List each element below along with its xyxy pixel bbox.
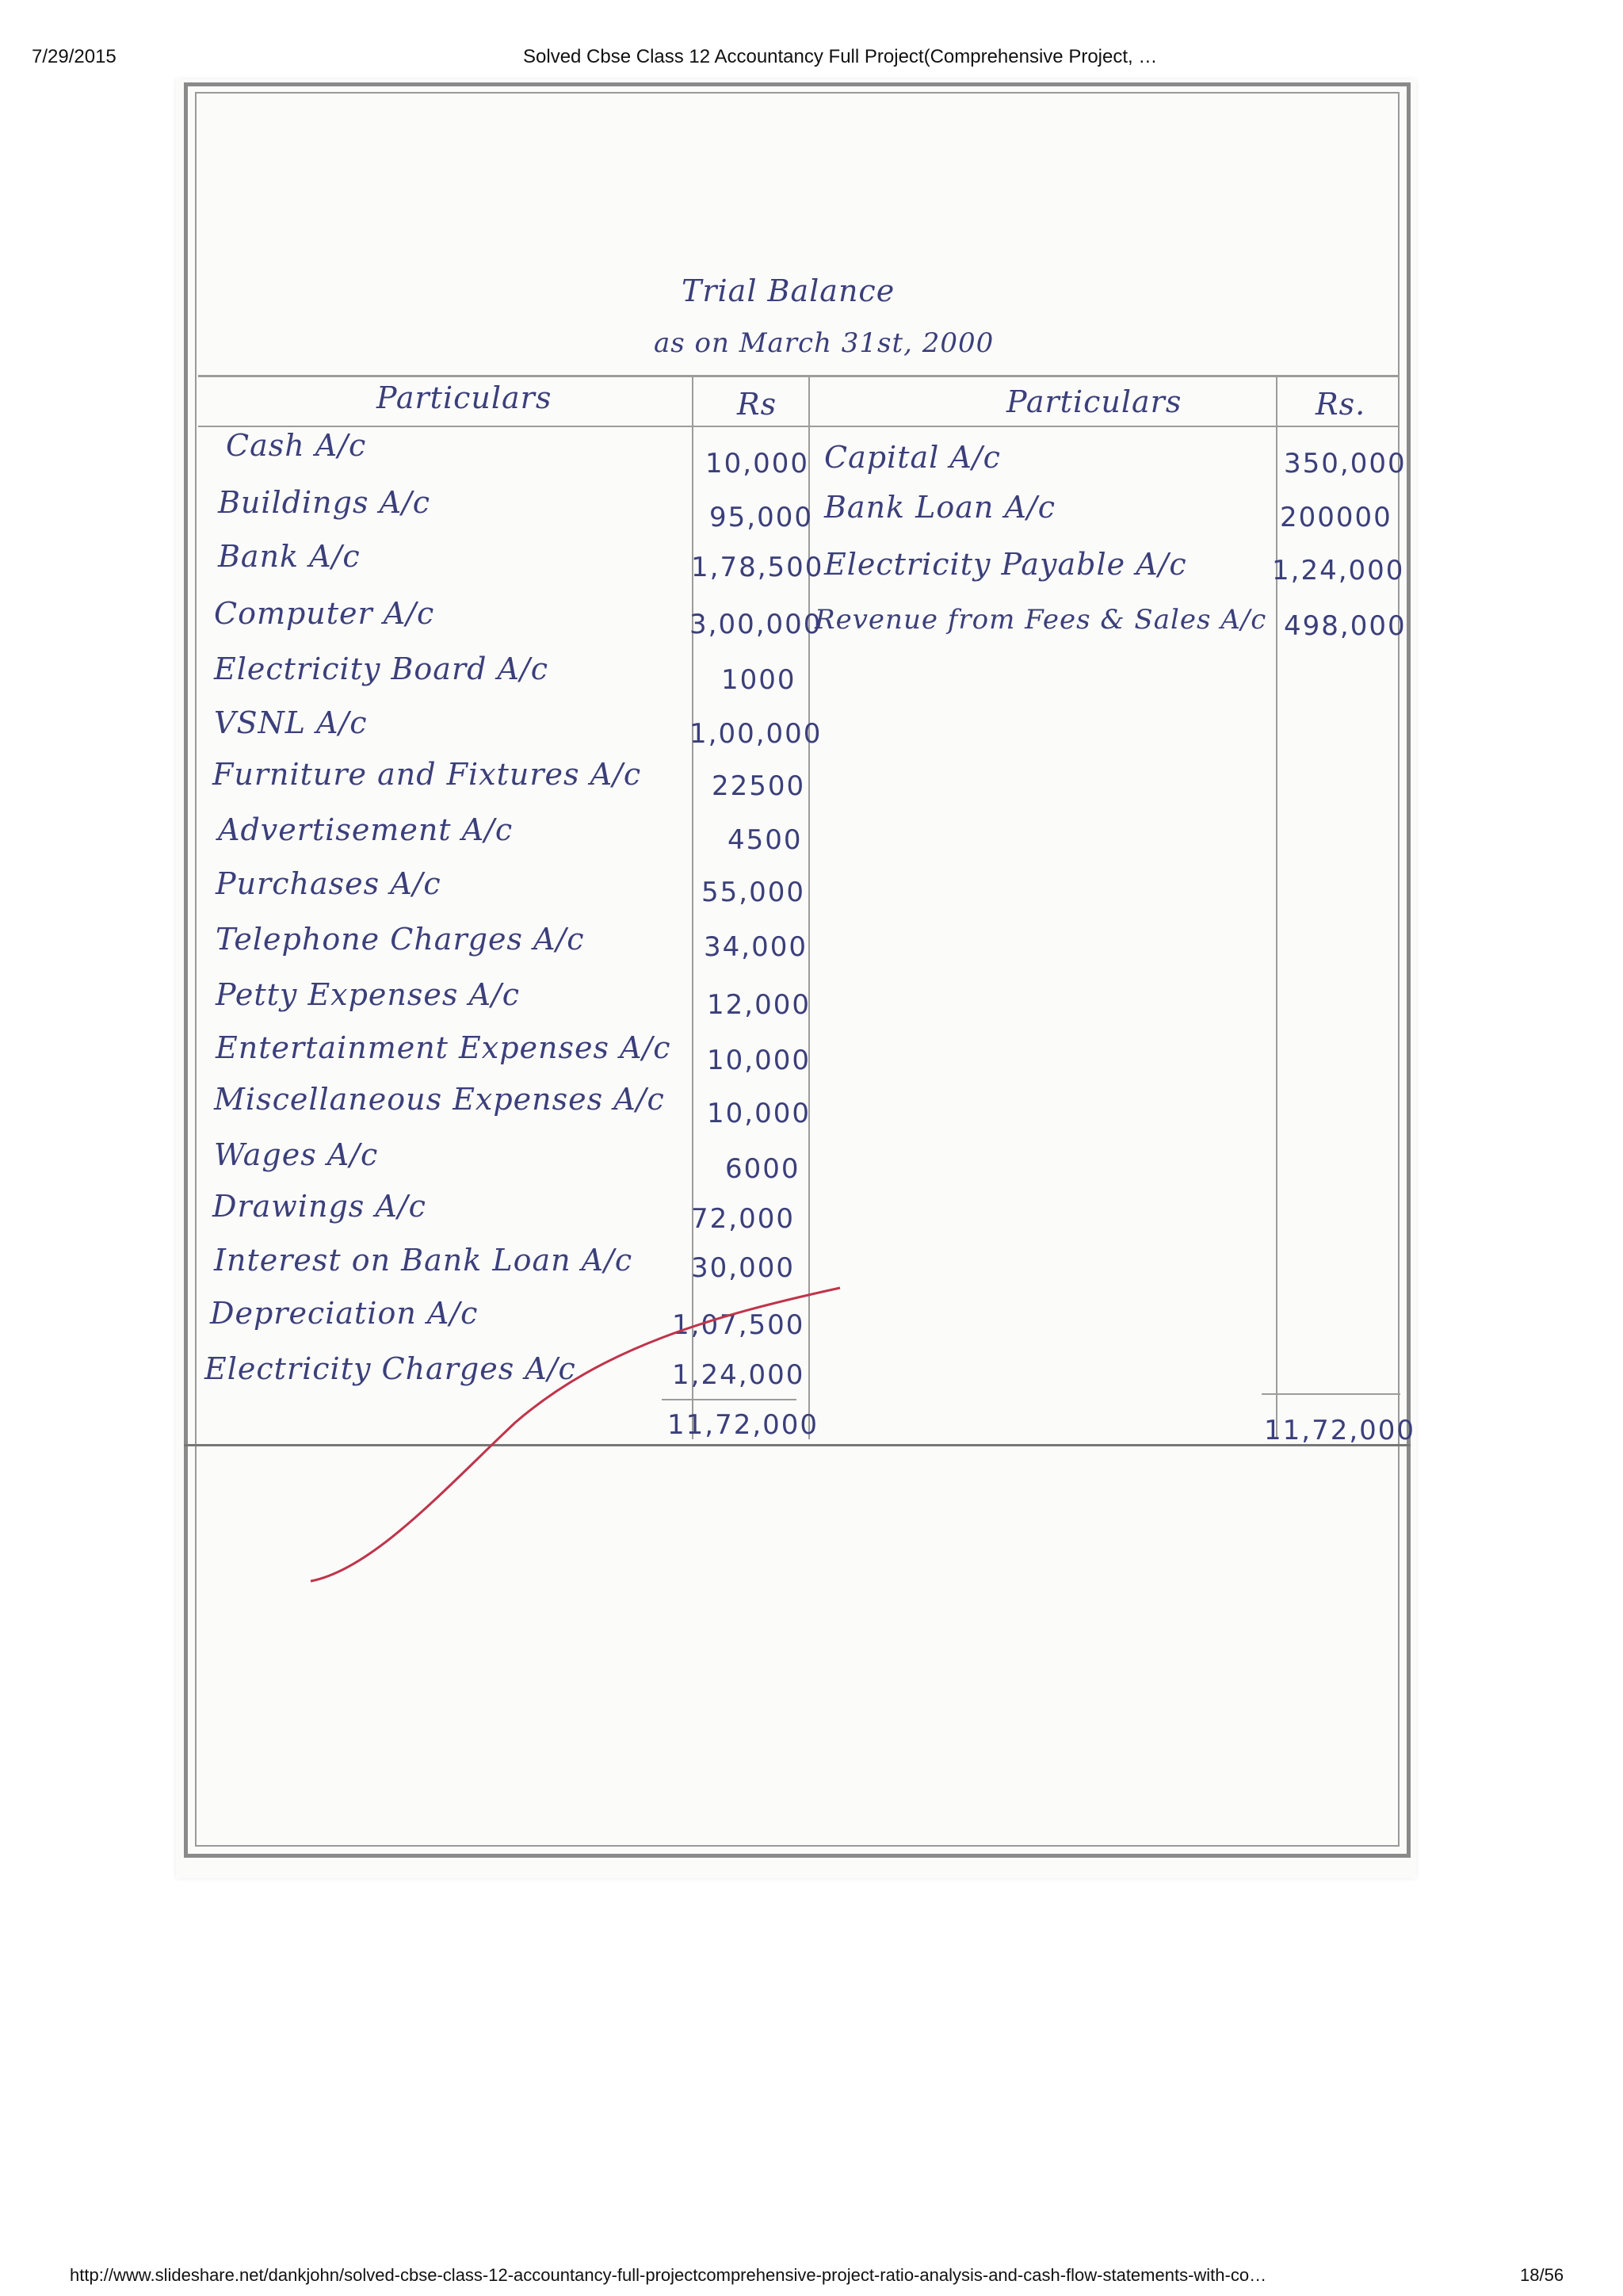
debit-particular: Bank A/c bbox=[218, 539, 361, 574]
debit-particular: Miscellaneous Expenses A/c bbox=[214, 1082, 665, 1117]
debit-particular: Purchases A/c bbox=[216, 866, 441, 901]
debit-particular: VSNL A/c bbox=[214, 705, 368, 740]
debit-amount: 34,000 bbox=[704, 931, 808, 963]
debit-particular: Entertainment Expenses A/c bbox=[216, 1030, 671, 1065]
header-particulars-right: Particulars bbox=[1006, 384, 1182, 419]
debit-amount: 12,000 bbox=[707, 989, 811, 1021]
debit-total: 11,72,000 bbox=[667, 1409, 819, 1441]
credit-amount: 1,24,000 bbox=[1272, 555, 1405, 586]
debit-amount: 3,00,000 bbox=[689, 609, 823, 640]
credit-particular: Electricity Payable A/c bbox=[824, 547, 1187, 582]
debit-particular: Petty Expenses A/c bbox=[216, 977, 520, 1012]
credit-particular: Bank Loan A/c bbox=[824, 490, 1056, 525]
debit-total-rule bbox=[662, 1399, 796, 1400]
credit-amount: 498,000 bbox=[1284, 610, 1407, 642]
debit-amount: 30,000 bbox=[691, 1252, 795, 1284]
debit-amount: 1,78,500 bbox=[691, 552, 824, 583]
debit-amount: 6000 bbox=[725, 1153, 800, 1185]
debit-particular: Telephone Charges A/c bbox=[216, 922, 585, 957]
debit-particular: Computer A/c bbox=[214, 596, 435, 631]
debit-particular: Cash A/c bbox=[226, 428, 367, 463]
debit-particular: Wages A/c bbox=[214, 1137, 379, 1172]
trial-balance-date: as on March 31st, 2000 bbox=[654, 327, 995, 359]
print-date: 7/29/2015 bbox=[32, 46, 116, 67]
page-title: Solved Cbse Class 12 Accountancy Full Project(Comprehensive Project, … bbox=[523, 46, 1158, 67]
debit-amount: 10,000 bbox=[707, 1045, 811, 1076]
debit-amount: 1,07,500 bbox=[672, 1309, 805, 1341]
header-particulars-left: Particulars bbox=[376, 380, 552, 415]
debit-particular: Furniture and Fixtures A/c bbox=[212, 757, 642, 792]
debit-amount: 4500 bbox=[727, 824, 803, 856]
credit-amount: 350,000 bbox=[1284, 448, 1407, 479]
column-divider-3 bbox=[1276, 377, 1277, 1439]
table-bottom-rule bbox=[184, 1444, 1411, 1446]
debit-particular: Advertisement A/c bbox=[218, 812, 514, 847]
credit-total-rule bbox=[1262, 1393, 1400, 1395]
debit-amount: 72,000 bbox=[691, 1203, 795, 1235]
debit-amount: 1,24,000 bbox=[672, 1359, 805, 1391]
header-rule bbox=[198, 426, 1399, 427]
credit-amount: 200000 bbox=[1280, 502, 1392, 533]
debit-particular: Buildings A/c bbox=[218, 485, 431, 520]
debit-particular: Drawings A/c bbox=[212, 1189, 426, 1224]
credit-particular: Capital A/c bbox=[824, 440, 1001, 475]
debit-amount: 10,000 bbox=[707, 1098, 811, 1129]
page-number: 18/56 bbox=[1520, 2265, 1564, 2285]
debit-amount: 55,000 bbox=[701, 877, 805, 908]
debit-particular: Electricity Charges A/c bbox=[204, 1351, 576, 1386]
credit-particular: Revenue from Fees & Sales A/c bbox=[815, 604, 1267, 636]
trial-balance-title: Trial Balance bbox=[682, 273, 896, 308]
header-amount-right: Rs. bbox=[1316, 387, 1366, 422]
debit-amount: 95,000 bbox=[709, 502, 813, 533]
debit-amount: 1000 bbox=[721, 664, 796, 696]
credit-total: 11,72,000 bbox=[1264, 1415, 1416, 1446]
table-top-rule bbox=[198, 375, 1399, 377]
debit-particular: Interest on Bank Loan A/c bbox=[214, 1243, 633, 1278]
header-amount-left: Rs bbox=[737, 387, 777, 422]
page-url[interactable]: http://www.slideshare.net/dankjohn/solved-cbse-class-12-accountancy-full-projectcomprehensive-project-ratio-analysis-and-cash-flow-statements-with-co… bbox=[70, 2265, 1267, 2285]
debit-particular: Depreciation A/c bbox=[210, 1296, 479, 1331]
debit-amount: 1,00,000 bbox=[689, 718, 823, 750]
debit-amount: 22500 bbox=[712, 770, 806, 802]
debit-amount: 10,000 bbox=[705, 448, 809, 479]
debit-particular: Electricity Board A/c bbox=[214, 651, 549, 686]
column-divider-2 bbox=[808, 377, 810, 1439]
